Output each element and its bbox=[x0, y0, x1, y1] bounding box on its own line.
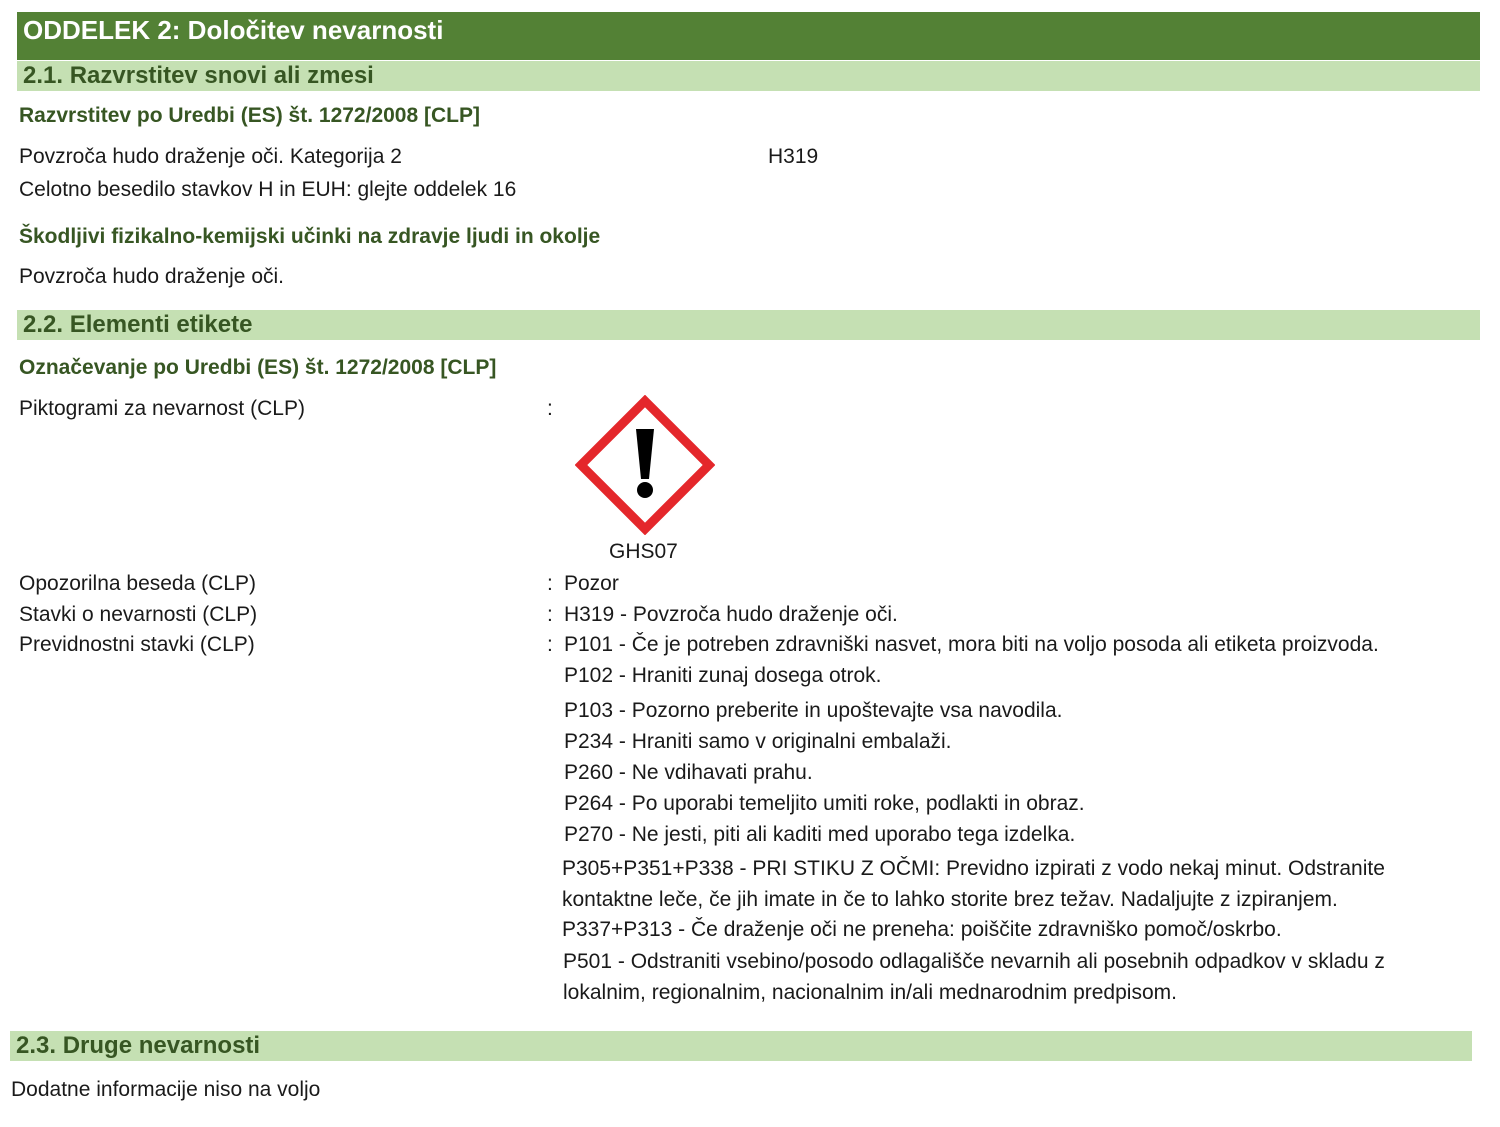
section-header bbox=[17, 12, 1480, 60]
precaution-line: P501 - Odstraniti vsebino/posodo odlagališče nevarnih ali posebnih odpadkov v skladu z bbox=[563, 950, 1385, 973]
clp-classification-heading: Razvrstitev po Uredbi (ES) št. 1272/2008 [CLP] bbox=[19, 104, 480, 127]
full-text-note: Celotno besedilo stavkov H in EUH: glejte oddelek 16 bbox=[19, 178, 517, 201]
precaution-line: kontaktne leče, če jih imate in če to lahko storite brez težav. Nadaljujte z izpiranjem. bbox=[562, 888, 1338, 911]
effects-text: Povzroča hudo draženje oči. bbox=[19, 265, 284, 288]
colon: : bbox=[547, 633, 553, 656]
precaution-line: P234 - Hraniti samo v originalni embalaži. bbox=[564, 730, 952, 753]
classification-text: Povzroča hudo draženje oči. Kategorija 2 bbox=[19, 145, 402, 168]
precaution-line: P305+P351+P338 - PRI STIKU Z OČMI: Previdno izpirati z vodo nekaj minut. Odstranite bbox=[562, 857, 1385, 880]
subsection-title-2-1: 2.1. Razvrstitev snovi ali zmesi bbox=[23, 62, 374, 89]
section-title: ODDELEK 2: Določitev nevarnosti bbox=[23, 15, 444, 45]
signal-word-label: Opozorilna beseda (CLP) bbox=[19, 572, 256, 595]
precaution-line: P264 - Po uporabi temeljito umiti roke, podlakti in obraz. bbox=[564, 792, 1085, 815]
pictogram-code: GHS07 bbox=[609, 540, 678, 563]
pictograms-label: Piktogrami za nevarnost (CLP) bbox=[19, 397, 305, 420]
precaution-line: P103 - Pozorno preberite in upoštevajte vsa navodila. bbox=[564, 699, 1063, 722]
subsection-header-2-1 bbox=[17, 61, 1480, 91]
precaution-line: P337+P313 - Če draženje oči ne preneha: poiščite zdravniško pomoč/oskrbo. bbox=[562, 918, 1282, 941]
subsection-header-2-2 bbox=[17, 310, 1480, 340]
precaution-line: lokalnim, regionalnim, nacionalnim in/ali mednarodnim predpisom. bbox=[563, 981, 1177, 1004]
subsection-title-2-2: 2.2. Elementi etikete bbox=[23, 311, 253, 338]
hazard-statement: H319 - Povzroča hudo draženje oči. bbox=[564, 603, 898, 626]
precaution-line: P270 - Ne jesti, piti ali kaditi med uporabo tega izdelka. bbox=[564, 823, 1076, 846]
precaution-line: P260 - Ne vdihavati prahu. bbox=[564, 761, 813, 784]
subsection-header-2-3 bbox=[10, 1031, 1472, 1061]
precaution-line: P101 - Če je potreben zdravniški nasvet, mora biti na voljo posoda ali etiketa proizvoda. bbox=[564, 633, 1379, 656]
effects-heading: Škodljivi fizikalno-kemijski učinki na zdravje ljudi in okolje bbox=[19, 225, 601, 248]
other-hazards-text: Dodatne informacije niso na voljo bbox=[11, 1078, 321, 1101]
colon: : bbox=[547, 603, 553, 626]
hazard-statements-label: Stavki o nevarnosti (CLP) bbox=[19, 603, 258, 626]
colon: : bbox=[547, 572, 553, 595]
signal-word: Pozor bbox=[564, 572, 619, 595]
colon: : bbox=[547, 397, 553, 420]
ghs07-exclamation-icon bbox=[575, 395, 715, 540]
precaution-line: P102 - Hraniti zunaj dosega otrok. bbox=[564, 664, 882, 687]
exclamation-mark-diamond-icon bbox=[575, 395, 715, 535]
labelling-heading: Označevanje po Uredbi (ES) št. 1272/2008 [CLP] bbox=[19, 356, 497, 379]
precautionary-statements-label: Previdnostni stavki (CLP) bbox=[19, 633, 255, 656]
classification-code: H319 bbox=[768, 145, 819, 168]
subsection-title-2-3: 2.3. Druge nevarnosti bbox=[16, 1032, 261, 1059]
